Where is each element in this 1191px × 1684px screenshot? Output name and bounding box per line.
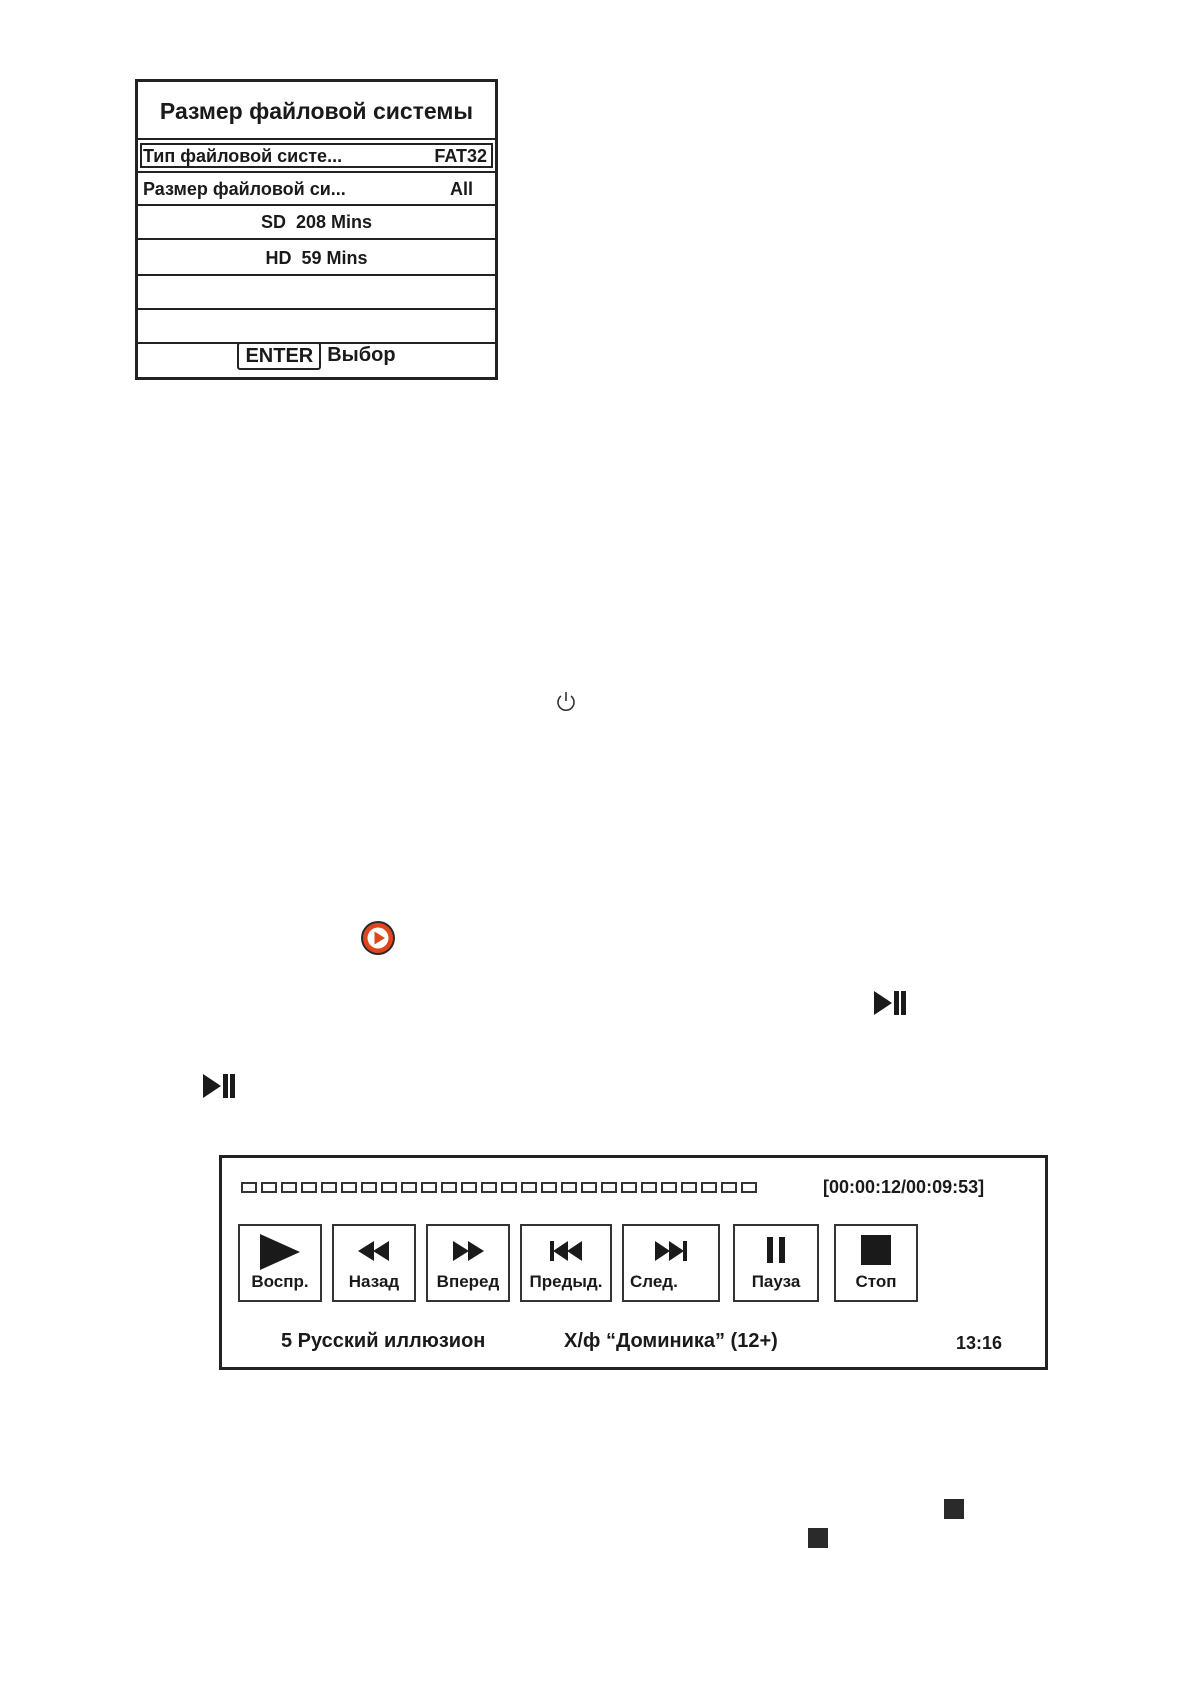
- progress-segment: [681, 1182, 697, 1193]
- filesystem-size-row[interactable]: [138, 173, 495, 206]
- next-label: След.: [630, 1272, 678, 1291]
- time-readout: [00:00:12/00:09:53]: [823, 1177, 985, 1197]
- stop-icon: [836, 1234, 916, 1268]
- progress-segment: [461, 1182, 477, 1193]
- progress-segment: [441, 1182, 457, 1193]
- progress-segment: [481, 1182, 497, 1193]
- sd-capacity-text: SD 208 Mins: [260, 212, 373, 232]
- progress-segment: [241, 1182, 257, 1193]
- programme-title: Х/ф “Доминика” (12+): [564, 1330, 778, 1352]
- channel-name: 5 Русский иллюзион: [281, 1330, 486, 1352]
- play-circle-icon: [359, 919, 397, 957]
- progress-segment: [381, 1182, 397, 1193]
- stop-label: Стоп: [855, 1272, 897, 1291]
- filesystem-type-row[interactable]: [138, 140, 495, 173]
- progress-segment: [501, 1182, 517, 1193]
- rewind-icon: [334, 1234, 414, 1268]
- progress-segment: [601, 1182, 617, 1193]
- progress-segment: [541, 1182, 557, 1193]
- progress-segment: [341, 1182, 357, 1193]
- clock: 13:16: [956, 1333, 1003, 1353]
- filesystem-size-label: Размер файловой си...: [143, 179, 346, 199]
- filesystem-size-value: All: [449, 179, 473, 199]
- stop-button[interactable]: [834, 1224, 918, 1302]
- progress-segment: [321, 1182, 337, 1193]
- previous-button[interactable]: [520, 1224, 612, 1302]
- playback-control-panel: [219, 1155, 1048, 1370]
- progress-segment: [641, 1182, 657, 1193]
- hd-capacity-text: HD 59 Mins: [265, 248, 368, 268]
- filesystem-type-label: Тип файловой систе...: [143, 146, 343, 166]
- progress-segment: [621, 1182, 637, 1193]
- progress-segment: [301, 1182, 317, 1193]
- pause-label: Пауза: [751, 1272, 801, 1291]
- previous-icon: [522, 1234, 610, 1268]
- dialog-title: Размер файловой системы: [138, 82, 495, 140]
- progress-bar[interactable]: [241, 1182, 761, 1200]
- enter-key[interactable]: ENTER: [237, 342, 321, 370]
- sd-capacity-row: [138, 206, 495, 240]
- pause-button[interactable]: [733, 1224, 819, 1302]
- next-icon: [624, 1234, 718, 1268]
- next-button[interactable]: [622, 1224, 720, 1302]
- progress-segment: [281, 1182, 297, 1193]
- empty-row: [138, 276, 495, 310]
- play-pause-icon: [202, 1073, 236, 1099]
- rewind-label: Назад: [348, 1272, 400, 1291]
- progress-segment: [421, 1182, 437, 1193]
- progress-segment: [661, 1182, 677, 1193]
- stop-icon: [808, 1528, 828, 1548]
- play-pause-icon: [873, 990, 907, 1016]
- fast-forward-icon: [428, 1234, 508, 1268]
- progress-segment: [701, 1182, 717, 1193]
- progress-segment: [521, 1182, 537, 1193]
- play-button[interactable]: [238, 1224, 322, 1302]
- stop-icon: [944, 1499, 964, 1519]
- progress-segment: [741, 1182, 757, 1193]
- dialog-footer: [138, 334, 495, 377]
- fast-forward-label: Вперед: [436, 1272, 500, 1291]
- play-label: Воспр.: [251, 1272, 309, 1291]
- filesystem-size-dialog: [135, 79, 498, 380]
- progress-segment: [361, 1182, 377, 1193]
- select-hint-label: Выбор: [327, 344, 396, 367]
- hd-capacity-row: [138, 240, 495, 276]
- play-icon: [240, 1234, 320, 1268]
- power-icon: [554, 690, 578, 714]
- progress-segment: [561, 1182, 577, 1193]
- pause-icon: [735, 1234, 817, 1268]
- previous-label: Предыд.: [529, 1272, 603, 1291]
- progress-segment: [721, 1182, 737, 1193]
- progress-segment: [401, 1182, 417, 1193]
- filesystem-type-value: FAT32: [434, 146, 487, 166]
- progress-segment: [581, 1182, 597, 1193]
- rewind-button[interactable]: [332, 1224, 416, 1302]
- fast-forward-button[interactable]: [426, 1224, 510, 1302]
- progress-segment: [261, 1182, 277, 1193]
